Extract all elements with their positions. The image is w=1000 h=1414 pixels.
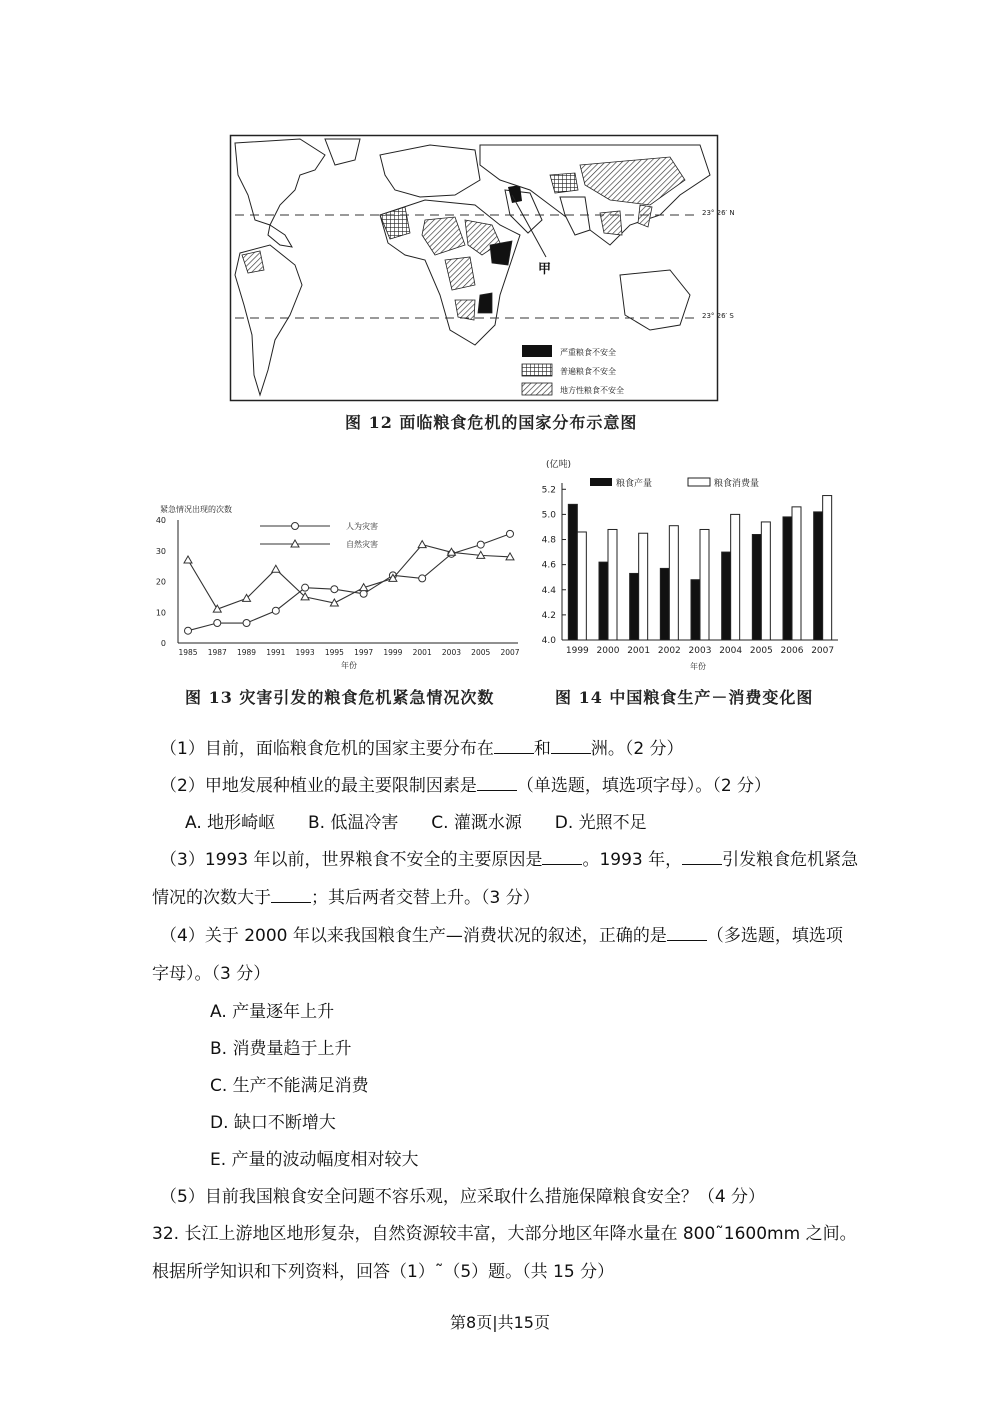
x-tick-label: 1985 bbox=[178, 648, 198, 657]
question-32-line-1: 32. 长江上游地区地形复杂，自然资源较丰富，大部分地区年降水量在 800˜1600mm 之间。 bbox=[152, 1224, 857, 1244]
y-tick-label: 40 bbox=[155, 516, 166, 525]
y-axis-label: 紧急情况出现的次数 bbox=[160, 505, 232, 514]
fig13-line-chart bbox=[150, 498, 530, 673]
bar bbox=[630, 573, 639, 640]
x-tick-label: 2001 bbox=[627, 646, 651, 656]
x-tick-label: 1997 bbox=[354, 648, 374, 657]
bar bbox=[823, 496, 832, 640]
fig14-bar-chart bbox=[530, 455, 850, 675]
question-3-line-2 bbox=[152, 886, 540, 910]
question-2 bbox=[160, 774, 771, 798]
legend-label-production: 粮食产量 bbox=[616, 479, 653, 489]
data-point bbox=[185, 627, 192, 634]
q2-option-a: A. 地形崎岖 bbox=[185, 813, 276, 833]
bar bbox=[752, 534, 761, 640]
legend-label: 自然灾害 bbox=[346, 540, 378, 549]
x-tick-label: 2007 bbox=[811, 646, 835, 656]
data-point bbox=[360, 590, 367, 597]
q1-text-post: 洲。（2 分） bbox=[590, 739, 684, 759]
data-point bbox=[184, 556, 192, 563]
bar bbox=[731, 514, 740, 640]
q2-options bbox=[185, 811, 647, 835]
fig12-caption: 图 12 面临粮食危机的国家分布示意图 bbox=[345, 413, 638, 432]
q3-blank-2[interactable] bbox=[682, 848, 722, 865]
q4-option-a: A. 产量逐年上升 bbox=[210, 1002, 335, 1022]
legend-label-consumption: 粮食消费量 bbox=[714, 479, 760, 489]
bar bbox=[577, 532, 586, 640]
question-4-line-2: 字母）。（3 分） bbox=[152, 964, 271, 984]
data-point bbox=[272, 607, 279, 614]
x-tick-label: 2006 bbox=[780, 646, 804, 656]
q1-text-mid: 和 bbox=[533, 739, 551, 759]
q4-option-b: B. 消费量趋于上升 bbox=[210, 1039, 352, 1059]
x-tick-label: 2003 bbox=[441, 648, 462, 657]
q3-blank-3[interactable] bbox=[271, 886, 311, 903]
legend-severe-swatch bbox=[522, 345, 552, 357]
lat-south-label: 23° 26′ S bbox=[702, 312, 734, 320]
x-tick-label: 1995 bbox=[324, 648, 344, 657]
x-tick-label: 2001 bbox=[412, 648, 432, 657]
x-tick-label: 1989 bbox=[236, 648, 257, 657]
y-tick-label: 0 bbox=[160, 639, 166, 648]
y-tick-label: 10 bbox=[155, 608, 166, 618]
q4-text-post: （多选题，填选项 bbox=[706, 926, 843, 946]
bar bbox=[722, 552, 731, 640]
data-point bbox=[214, 620, 221, 627]
bar bbox=[669, 526, 678, 640]
q4-blank[interactable] bbox=[667, 924, 707, 941]
q4-option-c: C. 生产不能满足消费 bbox=[210, 1076, 369, 1096]
fig14-caption: 图 14 中国粮食生产－消费变化图 bbox=[555, 688, 814, 707]
q1-blank-1[interactable] bbox=[494, 737, 534, 754]
q2-text-post: （单选题，填选项字母）。（2 分） bbox=[516, 776, 772, 796]
q4-option-e: E. 产量的波动幅度相对较大 bbox=[210, 1150, 419, 1170]
data-point bbox=[302, 584, 309, 591]
q2-option-c: C. 灌溉水源 bbox=[431, 813, 522, 833]
q3-blank-1[interactable] bbox=[542, 848, 582, 865]
y-tick-label: 4.4 bbox=[541, 585, 556, 596]
x-tick-label: 1999 bbox=[565, 646, 589, 656]
bar bbox=[608, 529, 617, 640]
y-axis-label: (亿吨) bbox=[546, 460, 572, 470]
question-4-line-1 bbox=[160, 924, 843, 948]
data-point bbox=[272, 565, 280, 572]
data-point bbox=[477, 541, 484, 548]
bar bbox=[568, 504, 577, 640]
y-tick-label: 30 bbox=[155, 546, 166, 556]
x-tick-label: 2007 bbox=[500, 648, 520, 657]
legend-label: 人为灾害 bbox=[346, 522, 378, 531]
legend-local-label: 地方性粮食不安全 bbox=[560, 386, 624, 395]
y-tick-label: 4.8 bbox=[541, 535, 556, 546]
bar bbox=[700, 529, 709, 640]
q2-option-d: D. 光照不足 bbox=[554, 813, 647, 833]
question-3-line-1 bbox=[160, 848, 858, 872]
q2-option-b: B. 低温冷害 bbox=[307, 813, 399, 833]
x-tick-label: 2002 bbox=[657, 646, 681, 656]
x-tick-label: 2003 bbox=[688, 646, 712, 656]
x-tick-label: 2004 bbox=[719, 646, 743, 656]
legend-marker bbox=[292, 523, 299, 530]
question-32-line-2: 根据所学知识和下列资料，回答（1）˜（5）题。（共 15 分） bbox=[152, 1262, 615, 1282]
x-tick-label: 1999 bbox=[383, 648, 403, 657]
data-point bbox=[331, 586, 338, 593]
q4-text-pre: （4）关于 2000 年以来我国粮食生产—消费状况的叙述，正确的是 bbox=[160, 926, 667, 946]
bar bbox=[792, 507, 801, 640]
legend-general-swatch bbox=[522, 364, 552, 376]
question-5: （5）目前我国粮食安全问题不容乐观，应采取什么措施保障粮食安全？（4 分） bbox=[160, 1187, 766, 1207]
y-tick-label: 4.2 bbox=[541, 610, 556, 621]
y-tick-label: 4.0 bbox=[541, 636, 556, 646]
q3-text-mid: 。1993 年， bbox=[582, 850, 683, 870]
bar bbox=[639, 533, 648, 640]
question-1 bbox=[160, 737, 684, 761]
y-tick-label: 4.6 bbox=[541, 560, 556, 571]
x-tick-label: 1991 bbox=[266, 648, 286, 657]
series-line bbox=[188, 545, 510, 610]
q3-text-post: 引发粮食危机紧急 bbox=[722, 850, 859, 870]
y-tick-label: 5.0 bbox=[541, 510, 556, 521]
bar bbox=[783, 517, 792, 640]
legend-general-label: 普遍粮食不安全 bbox=[560, 367, 616, 376]
x-tick-label: 2005 bbox=[749, 646, 773, 656]
data-point bbox=[418, 541, 426, 548]
label-jia: 甲 bbox=[538, 262, 552, 277]
y-tick-label: 20 bbox=[155, 577, 166, 587]
bar bbox=[814, 512, 823, 640]
bar bbox=[660, 568, 669, 640]
bar bbox=[599, 562, 608, 640]
legend-severe-label: 严重粮食不安全 bbox=[560, 348, 616, 357]
bar bbox=[691, 580, 700, 640]
legend-swatch-consumption bbox=[688, 478, 710, 486]
x-tick-label: 1987 bbox=[207, 648, 227, 657]
q2-text-pre: （2）甲地发展种植业的最主要限制因素是 bbox=[160, 776, 477, 796]
data-point bbox=[243, 620, 250, 627]
y-tick-label: 5.2 bbox=[541, 485, 556, 496]
x-axis-label: 年份 bbox=[690, 662, 706, 671]
data-point bbox=[419, 575, 426, 582]
x-tick-label: 2005 bbox=[471, 648, 491, 657]
x-tick-label: 1993 bbox=[295, 648, 315, 657]
lat-north-label: 23° 26′ N bbox=[702, 209, 735, 217]
data-point bbox=[507, 530, 514, 537]
legend-swatch-production bbox=[590, 478, 612, 486]
q3-line2-post: ；其后两者交替上升。（3 分） bbox=[311, 888, 540, 908]
x-tick-label: 2000 bbox=[596, 646, 620, 656]
q3-line2-pre: 情况的次数大于 bbox=[152, 888, 271, 908]
q1-blank-2[interactable] bbox=[551, 737, 591, 754]
q2-blank[interactable] bbox=[477, 774, 517, 791]
fig13-caption: 图 13 灾害引发的粮食危机紧急情况次数 bbox=[185, 688, 495, 707]
legend-local-swatch bbox=[522, 383, 552, 395]
q1-text-pre: （1）目前，面临粮食危机的国家主要分布在 bbox=[160, 739, 494, 759]
x-axis-label: 年份 bbox=[341, 661, 357, 670]
bar bbox=[761, 522, 770, 640]
world-map-figure bbox=[230, 135, 735, 401]
q4-option-d: D. 缺口不断增大 bbox=[210, 1113, 336, 1133]
page-footer: 第8页|共15页 bbox=[450, 1313, 550, 1332]
q3-text-pre: （3）1993 年以前，世界粮食不安全的主要原因是 bbox=[160, 850, 543, 870]
